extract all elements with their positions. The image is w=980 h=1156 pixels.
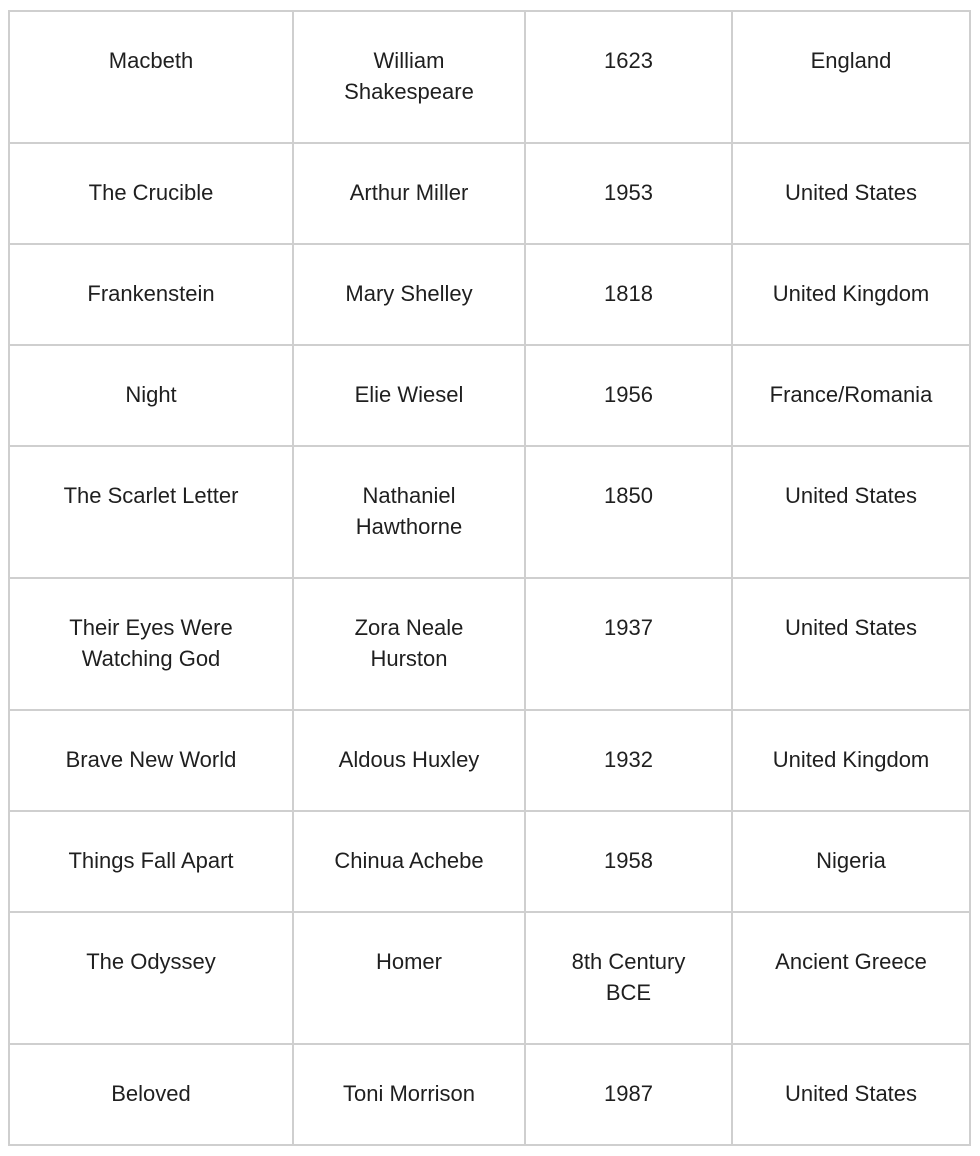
year-cell: 1623 <box>525 11 732 143</box>
author-cell: Toni Morrison <box>293 1044 525 1145</box>
table-row <box>9 446 970 578</box>
country-cell: United States <box>732 1044 970 1145</box>
author-cell: Elie Wiesel <box>293 345 525 446</box>
country-cell: United States <box>732 143 970 244</box>
country-cell: Ancient Greece <box>732 912 970 1044</box>
title-cell: Things Fall Apart <box>9 811 293 912</box>
author-cell: Aldous Huxley <box>293 710 525 811</box>
table-row <box>9 1044 970 1145</box>
table-row <box>9 143 970 244</box>
author-cell: Arthur Miller <box>293 143 525 244</box>
table-row <box>9 912 970 1044</box>
year-cell: 1937 <box>525 578 732 710</box>
table-row <box>9 710 970 811</box>
title-cell: Macbeth <box>9 11 293 143</box>
table-row <box>9 811 970 912</box>
year-cell: 8th Century BCE <box>525 912 732 1044</box>
year-cell: 1987 <box>525 1044 732 1145</box>
table-row <box>9 345 970 446</box>
title-cell: The Odyssey <box>9 912 293 1044</box>
table-row <box>9 578 970 710</box>
title-cell: Beloved <box>9 1044 293 1145</box>
title-cell: Their Eyes Were Watching God <box>9 578 293 710</box>
country-cell: United Kingdom <box>732 710 970 811</box>
title-cell: The Scarlet Letter <box>9 446 293 578</box>
title-cell: Night <box>9 345 293 446</box>
title-cell: Frankenstein <box>9 244 293 345</box>
author-cell: Mary Shelley <box>293 244 525 345</box>
country-cell: United States <box>732 578 970 710</box>
year-cell: 1818 <box>525 244 732 345</box>
year-cell: 1956 <box>525 345 732 446</box>
country-cell: United States <box>732 446 970 578</box>
year-cell: 1958 <box>525 811 732 912</box>
table-row <box>9 244 970 345</box>
country-cell: Nigeria <box>732 811 970 912</box>
author-cell: Zora Neale Hurston <box>293 578 525 710</box>
country-cell: England <box>732 11 970 143</box>
title-cell: The Crucible <box>9 143 293 244</box>
author-cell: Homer <box>293 912 525 1044</box>
author-cell: Chinua Achebe <box>293 811 525 912</box>
table-row <box>9 11 970 143</box>
year-cell: 1953 <box>525 143 732 244</box>
books-table <box>8 10 971 1146</box>
country-cell: United Kingdom <box>732 244 970 345</box>
title-cell: Brave New World <box>9 710 293 811</box>
author-cell: Nathaniel Hawthorne <box>293 446 525 578</box>
year-cell: 1850 <box>525 446 732 578</box>
author-cell: William Shakespeare <box>293 11 525 143</box>
books-table-container <box>8 10 969 1146</box>
country-cell: France/Romania <box>732 345 970 446</box>
year-cell: 1932 <box>525 710 732 811</box>
